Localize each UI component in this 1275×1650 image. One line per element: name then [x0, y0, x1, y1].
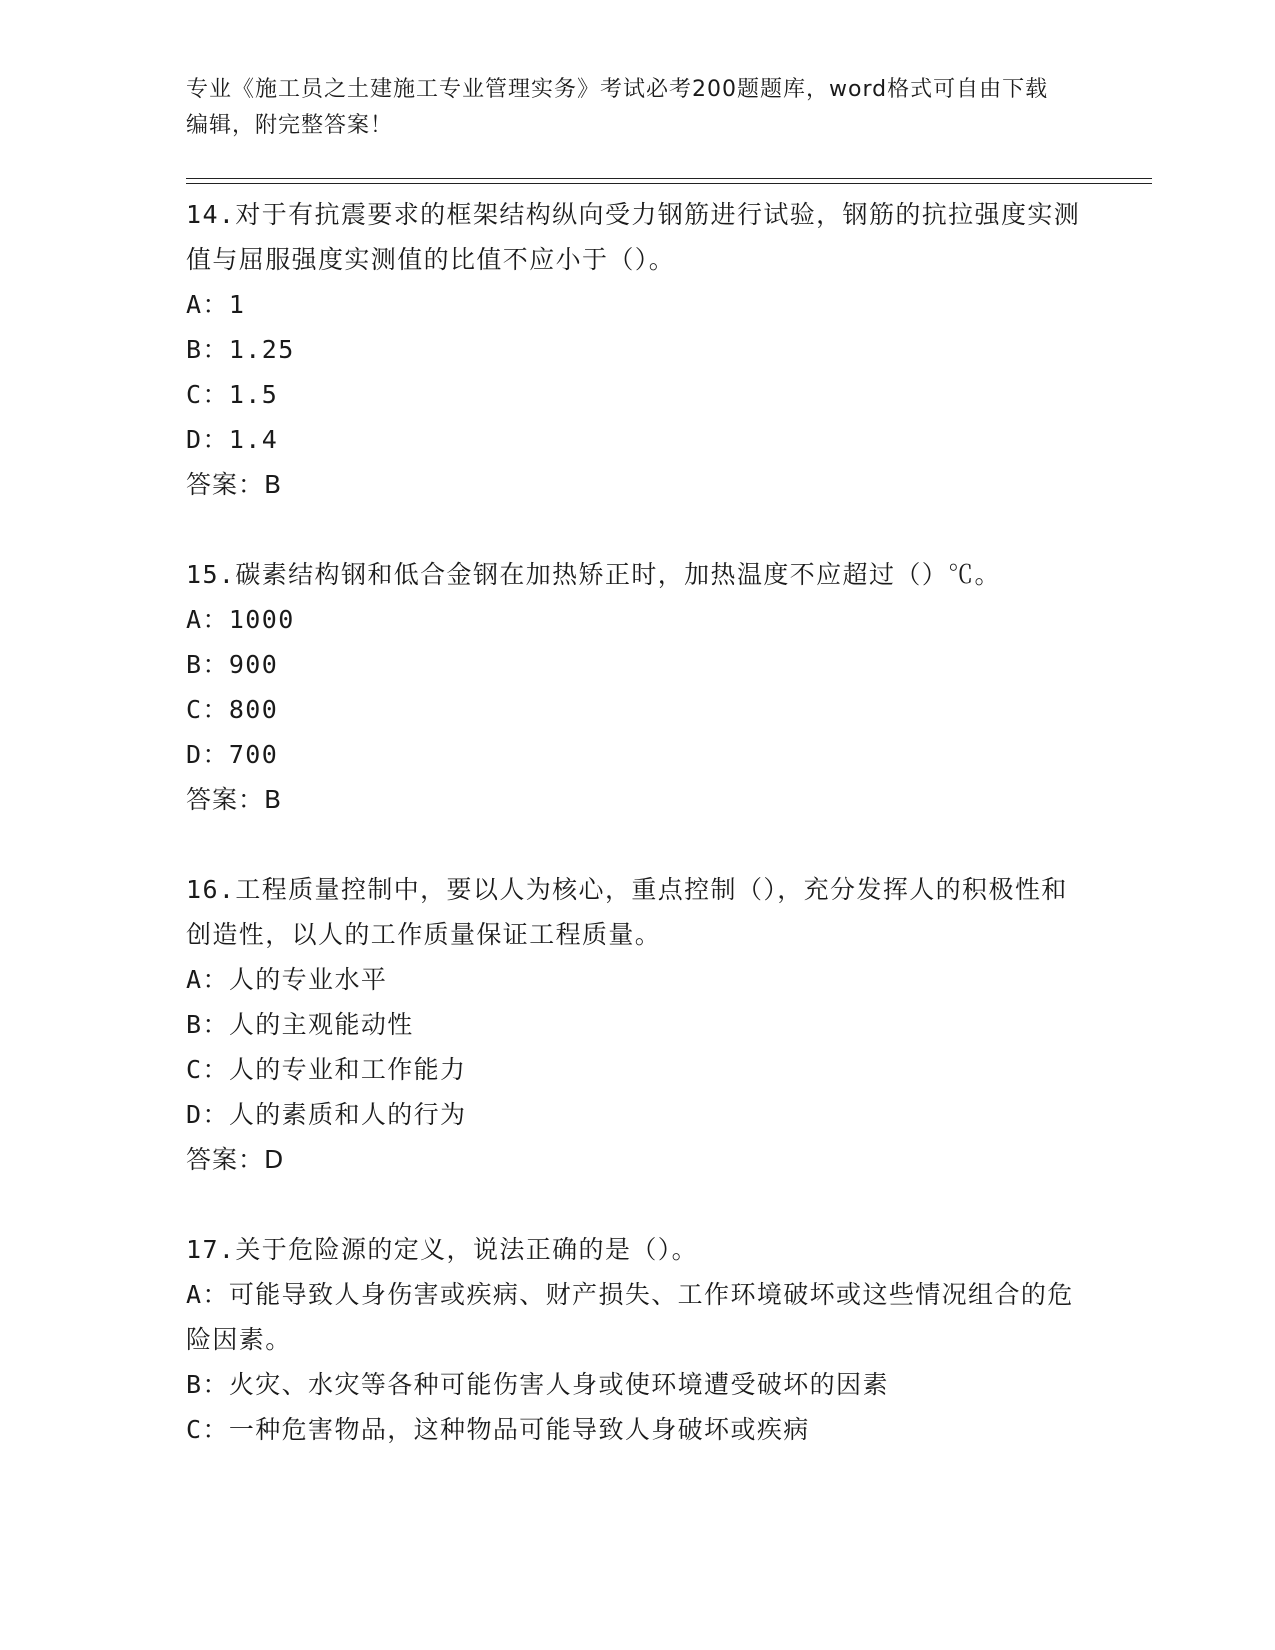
option-c: C：一种危害物品，这种物品可能导致人身破坏或疾病: [186, 1415, 810, 1444]
question-stem: 14.对于有抗震要求的框架结构纵向受力钢筋进行试验，钢筋的抗拉强度实测值与屈服强度实测值的比值不应小于（）。: [186, 200, 1081, 274]
question-14: [186, 192, 1086, 507]
question-17: [186, 1227, 1086, 1452]
option-b: B：1.25: [186, 335, 295, 364]
option-d: D：1.4: [186, 425, 279, 454]
option-b: B：火灾、水灾等各种可能伤害人身或使环境遭受破坏的因素: [186, 1370, 889, 1399]
option-b: B：900: [186, 650, 279, 679]
question-list: [186, 192, 1086, 1497]
question-stem: 15.碳素结构钢和低合金钢在加热矫正时，加热温度不应超过（）℃。: [186, 560, 1001, 589]
option-d: D：人的素质和人的行为: [186, 1100, 467, 1129]
option-a: A：1000: [186, 605, 295, 634]
option-b: B：人的主观能动性: [186, 1010, 414, 1039]
answer-line: 答案：D: [186, 1145, 285, 1174]
option-c: C：人的专业和工作能力: [186, 1055, 467, 1084]
option-a: A：可能导致人身伤害或疾病、财产损失、工作环境破坏或这些情况组合的危险因素。: [186, 1280, 1074, 1354]
answer-line: 答案：B: [186, 785, 283, 814]
document-intro: 专业《施工员之土建施工专业管理实务》考试必考200题题库，word格式可自由下载编辑，附完整答案！: [186, 77, 1049, 138]
option-a: A：1: [186, 290, 246, 319]
header-divider-bottom: [186, 183, 1152, 184]
question-stem: 17.关于危险源的定义，说法正确的是（）。: [186, 1235, 699, 1264]
question-16: [186, 867, 1086, 1182]
question-stem: 16.工程质量控制中，要以人为核心，重点控制（），充分发挥人的积极性和创造性，以人的工作质量保证工程质量。: [186, 875, 1068, 949]
answer-line: 答案：B: [186, 470, 283, 499]
header-divider-top: [186, 178, 1152, 179]
question-15: [186, 552, 1086, 822]
option-c: C：1.5: [186, 380, 279, 409]
option-a: A：人的专业水平: [186, 965, 388, 994]
option-d: D：700: [186, 740, 279, 769]
option-c: C：800: [186, 695, 279, 724]
